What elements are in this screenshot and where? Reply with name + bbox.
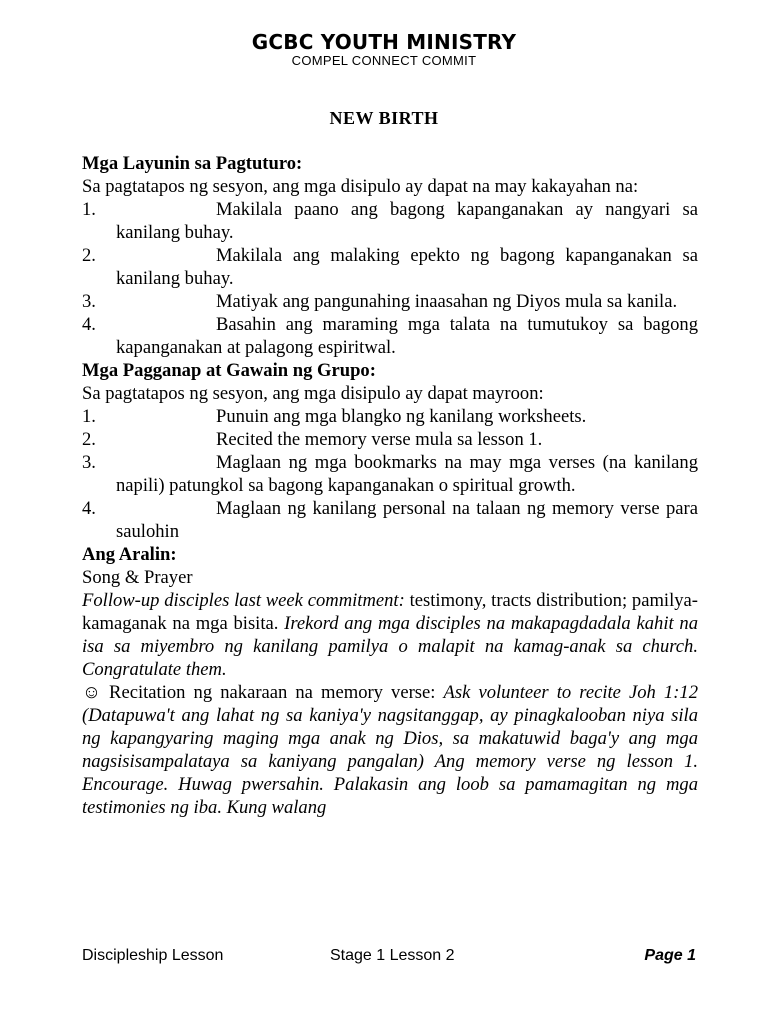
section-intro-activities: Sa pagtatapos ng sesyon, ang mga disipulo ay dapat mayroon: [82,383,544,404]
list-number: 3. [82,452,96,473]
document-body [82,152,698,819]
recitation-paragraph [82,681,698,819]
list-item-text: Recited the memory verse mula sa lesson 1. [216,429,543,450]
list-item-text: Maglaan ng kanilang personal na talaan ng memory verse para saulohin [116,498,698,542]
list-number: 2. [82,245,96,266]
song-prayer-line: Song & Prayer [82,567,193,588]
list-item-text: Punuin ang mga blangko ng kanilang worksheets. [216,406,587,427]
list-item [82,244,698,290]
list-item-text: Makilala ang malaking epekto ng bagong kapanganakan sa kanilang buhay. [116,245,698,289]
list-item-text: Makilala paano ang bagong kapanganakan ay nangyari sa kanilang buhay. [116,199,698,243]
followup-label: Follow-up disciples last week commitment: [82,590,405,611]
list-item [82,428,698,451]
lesson-title: NEW BIRTH [329,108,439,128]
list-number: 1. [82,199,96,220]
list-item-text: Maglaan ng mga bookmarks na may mga verses (na kanilang napili) patungkol sa bagong kapanganakan o spiritual growth. [116,452,698,496]
organization-title: GCBC YOUTH MINISTRY [251,30,517,54]
list-number: 4. [82,498,96,519]
list-item [82,313,698,359]
section-intro-objectives: Sa pagtatapos ng sesyon, ang mga disipulo ay dapat na may kakayahan na: [82,176,639,197]
list-item [82,290,698,313]
list-item [82,198,698,244]
footer-lesson-id: Stage 1 Lesson 2 [330,947,455,964]
list-item [82,451,698,497]
list-item [82,405,698,428]
list-number: 2. [82,429,96,450]
footer-course-name: Discipleship Lesson [82,947,224,964]
section-heading-lesson: Ang Aralin: [82,544,177,565]
section-heading-activities: Mga Pagganap at Gawain ng Grupo: [82,360,376,381]
footer-page-number: Page 1 [644,947,696,964]
list-number: 4. [82,314,96,335]
followup-instruction: Irekord ang mga disciples na makapagdadala kahit na isa sa miyembro ng kanilang pamilya o malapit na kamag-anak sa church. Congratulate them. [82,613,698,680]
list-item [82,497,698,543]
list-number: 3. [82,291,96,312]
recitation-instruction: Ask volunteer to recite Joh 1:12 (Datapuwa't ang lahat ng sa kaniya'y nagsitanggap, ay pinagkalooban niya sila ng kapangyaring maging mga anak ng Dios, sa makatuwid baga'y ang mga nagsisisampalataya sa kaniyang pangalan) Ang memory verse ng lesson 1. Encourage. Huwag pwersahin. Palakasin ang loob sa pamamagitan ng mga testimonies ng iba. Kung walang [82,682,698,818]
smiley-icon: ☺ [82,682,101,703]
section-heading-objectives: Mga Layunin sa Pagtuturo: [82,153,303,174]
list-item-text: Matiyak ang pangunahing inaasahan ng Diyos mula sa kanila. [216,291,678,312]
organization-tagline: COMPEL CONNECT COMMIT [291,53,477,68]
list-item-text: Basahin ang maraming mga talata na tumutukoy sa bagong kapanganakan at palagong espiritwal. [116,314,698,358]
followup-paragraph [82,589,698,681]
followup-text: testimony, tracts distribution; pamilya-kamaganak na mga bisita. [82,590,698,634]
list-number: 1. [82,406,96,427]
recitation-label: Recitation ng nakaraan na memory verse: [100,682,444,703]
